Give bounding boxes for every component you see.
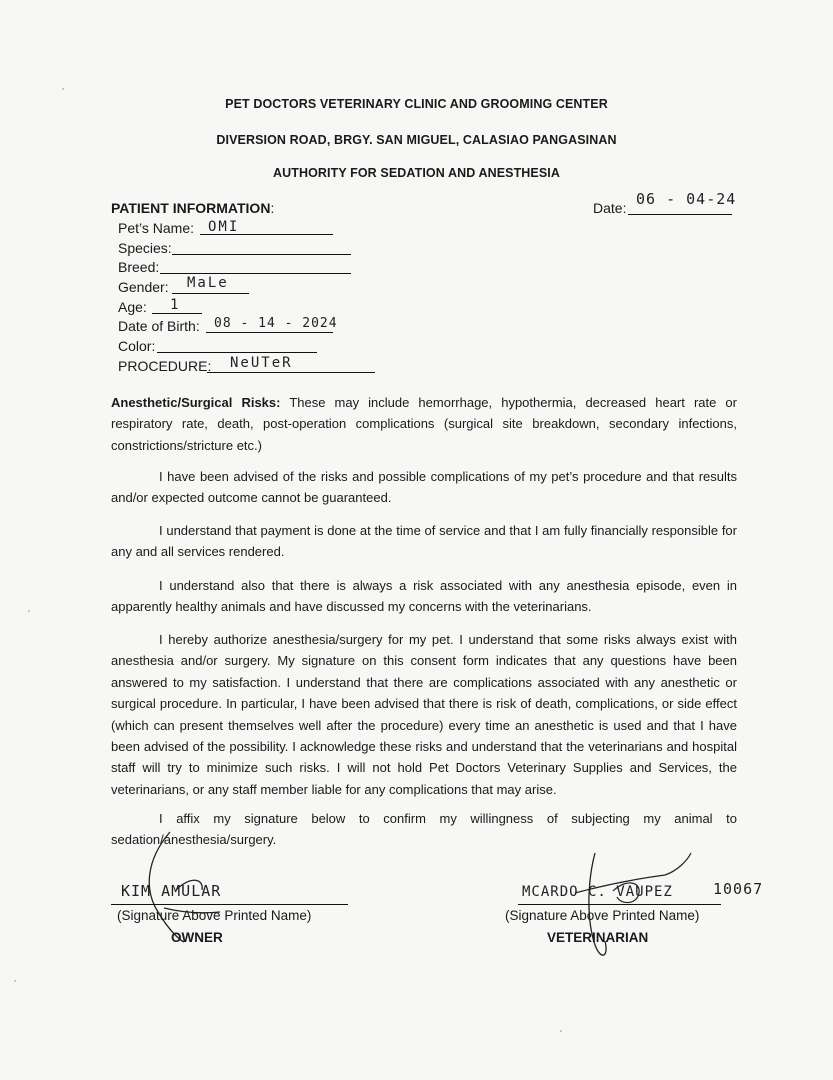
procedure-label: PROCEDURE: [118,358,212,374]
date-line [628,214,732,215]
breed-line [160,273,351,274]
risks-label: Anesthetic/Surgical Risks: [111,395,281,410]
vet-caption: (Signature Above Printed Name) [505,908,700,923]
gender-line [172,293,249,294]
age-label: Age: [118,299,147,315]
vet-signature [555,845,705,965]
owner-caption: (Signature Above Printed Name) [117,908,312,923]
date-label: Date: [593,200,627,216]
dob-value[interactable]: 08 - 14 - 2024 [214,316,338,331]
pet-name-label: Pet’s Name: [118,220,194,236]
patient-info-heading: PATIENT INFORMATION: [111,200,275,216]
clinic-name: PET DOCTORS VETERINARY CLINIC AND GROOMING CENTER [225,97,608,111]
consent-paragraph-2: I understand that payment is done at the time of service and that I am fully financially responsible for any and all services rendered. [111,523,737,560]
pet-name-value[interactable]: OMI [208,219,240,235]
procedure-value[interactable]: NeUTeR [230,355,293,371]
color-line [157,352,317,353]
clinic-address: DIVERSION ROAD, BRGY. SAN MIGUEL, CALASIAO PANGASINAN [216,133,617,147]
vet-handwritten-name[interactable]: MCARDO C. VAUPEZ [522,884,673,900]
age-line [152,313,202,314]
consent-paragraph-3: I understand also that there is always a risk associated with any anesthesia episode, even in apparently healthy animals and have discussed my concerns with the veterinarians. [111,578,737,615]
risks-paragraph [111,392,737,456]
dob-label: Date of Birth: [118,318,200,334]
age-value[interactable]: 1 [170,297,181,313]
consent-paragraph-4: I hereby authorize anesthesia/surgery for my pet. I understand that some risks always exist with anesthesia and/or surgery. My signature on this consent form indicates that any questions have been answered to my satisfaction. I understand that there are complications associated with any anesthetic or surgical procedure. In particular, I have been advised that there is risk of death, complications, or side effect (which can present themselves well after the procedure) every time an anesthetic is used and that I have been advised of the possibility. I acknowledge these risks and understand that the veterinarians and hospital staff will try to minimize such risks. I will not hold Pet Doctors Veterinary Supplies and Services, the veterinarians, or any staff member liable for any complications that may arise. [111,632,737,797]
scan-speck [14,980,16,982]
owner-signature-line [111,904,348,905]
risks-text: These may include hemorrhage, hypothermia, decreased heart rate or respiratory rate, death, post-operation complications (surgical site breakdown, secondary infections, constrictions/stricture etc.) [111,395,737,453]
procedure-line [207,372,375,373]
scan-speck [560,1030,562,1032]
dob-line [206,332,333,333]
owner-handwritten-name[interactable]: KIM AMULAR [121,882,222,900]
date-value[interactable]: 06 - 04-24 [636,190,737,208]
species-label: Species: [118,240,172,256]
gender-label: Gender: [118,279,169,295]
vet-license-number[interactable]: 10067 [713,880,764,898]
consent-paragraph-1: I have been advised of the risks and possible complications of my pet’s procedure and that results and/or expected outcome cannot be guaranteed. [111,469,737,506]
scan-speck [28,610,30,612]
owner-signature [140,820,240,945]
consent-paragraph-5: I affix my signature below to confirm my willingness of subjecting my animal to sedation/anesthesia/surgery. [111,811,737,848]
vet-role: VETERINARIAN [547,930,649,945]
color-label: Color: [118,338,156,354]
species-line [172,254,351,255]
form-title: AUTHORITY FOR SEDATION AND ANESTHESIA [272,166,561,180]
gender-value[interactable]: MaLe [187,275,229,291]
owner-role: OWNER [171,930,223,945]
scan-speck [62,88,64,90]
vet-signature-line [518,904,721,905]
breed-label: Breed: [118,259,160,275]
